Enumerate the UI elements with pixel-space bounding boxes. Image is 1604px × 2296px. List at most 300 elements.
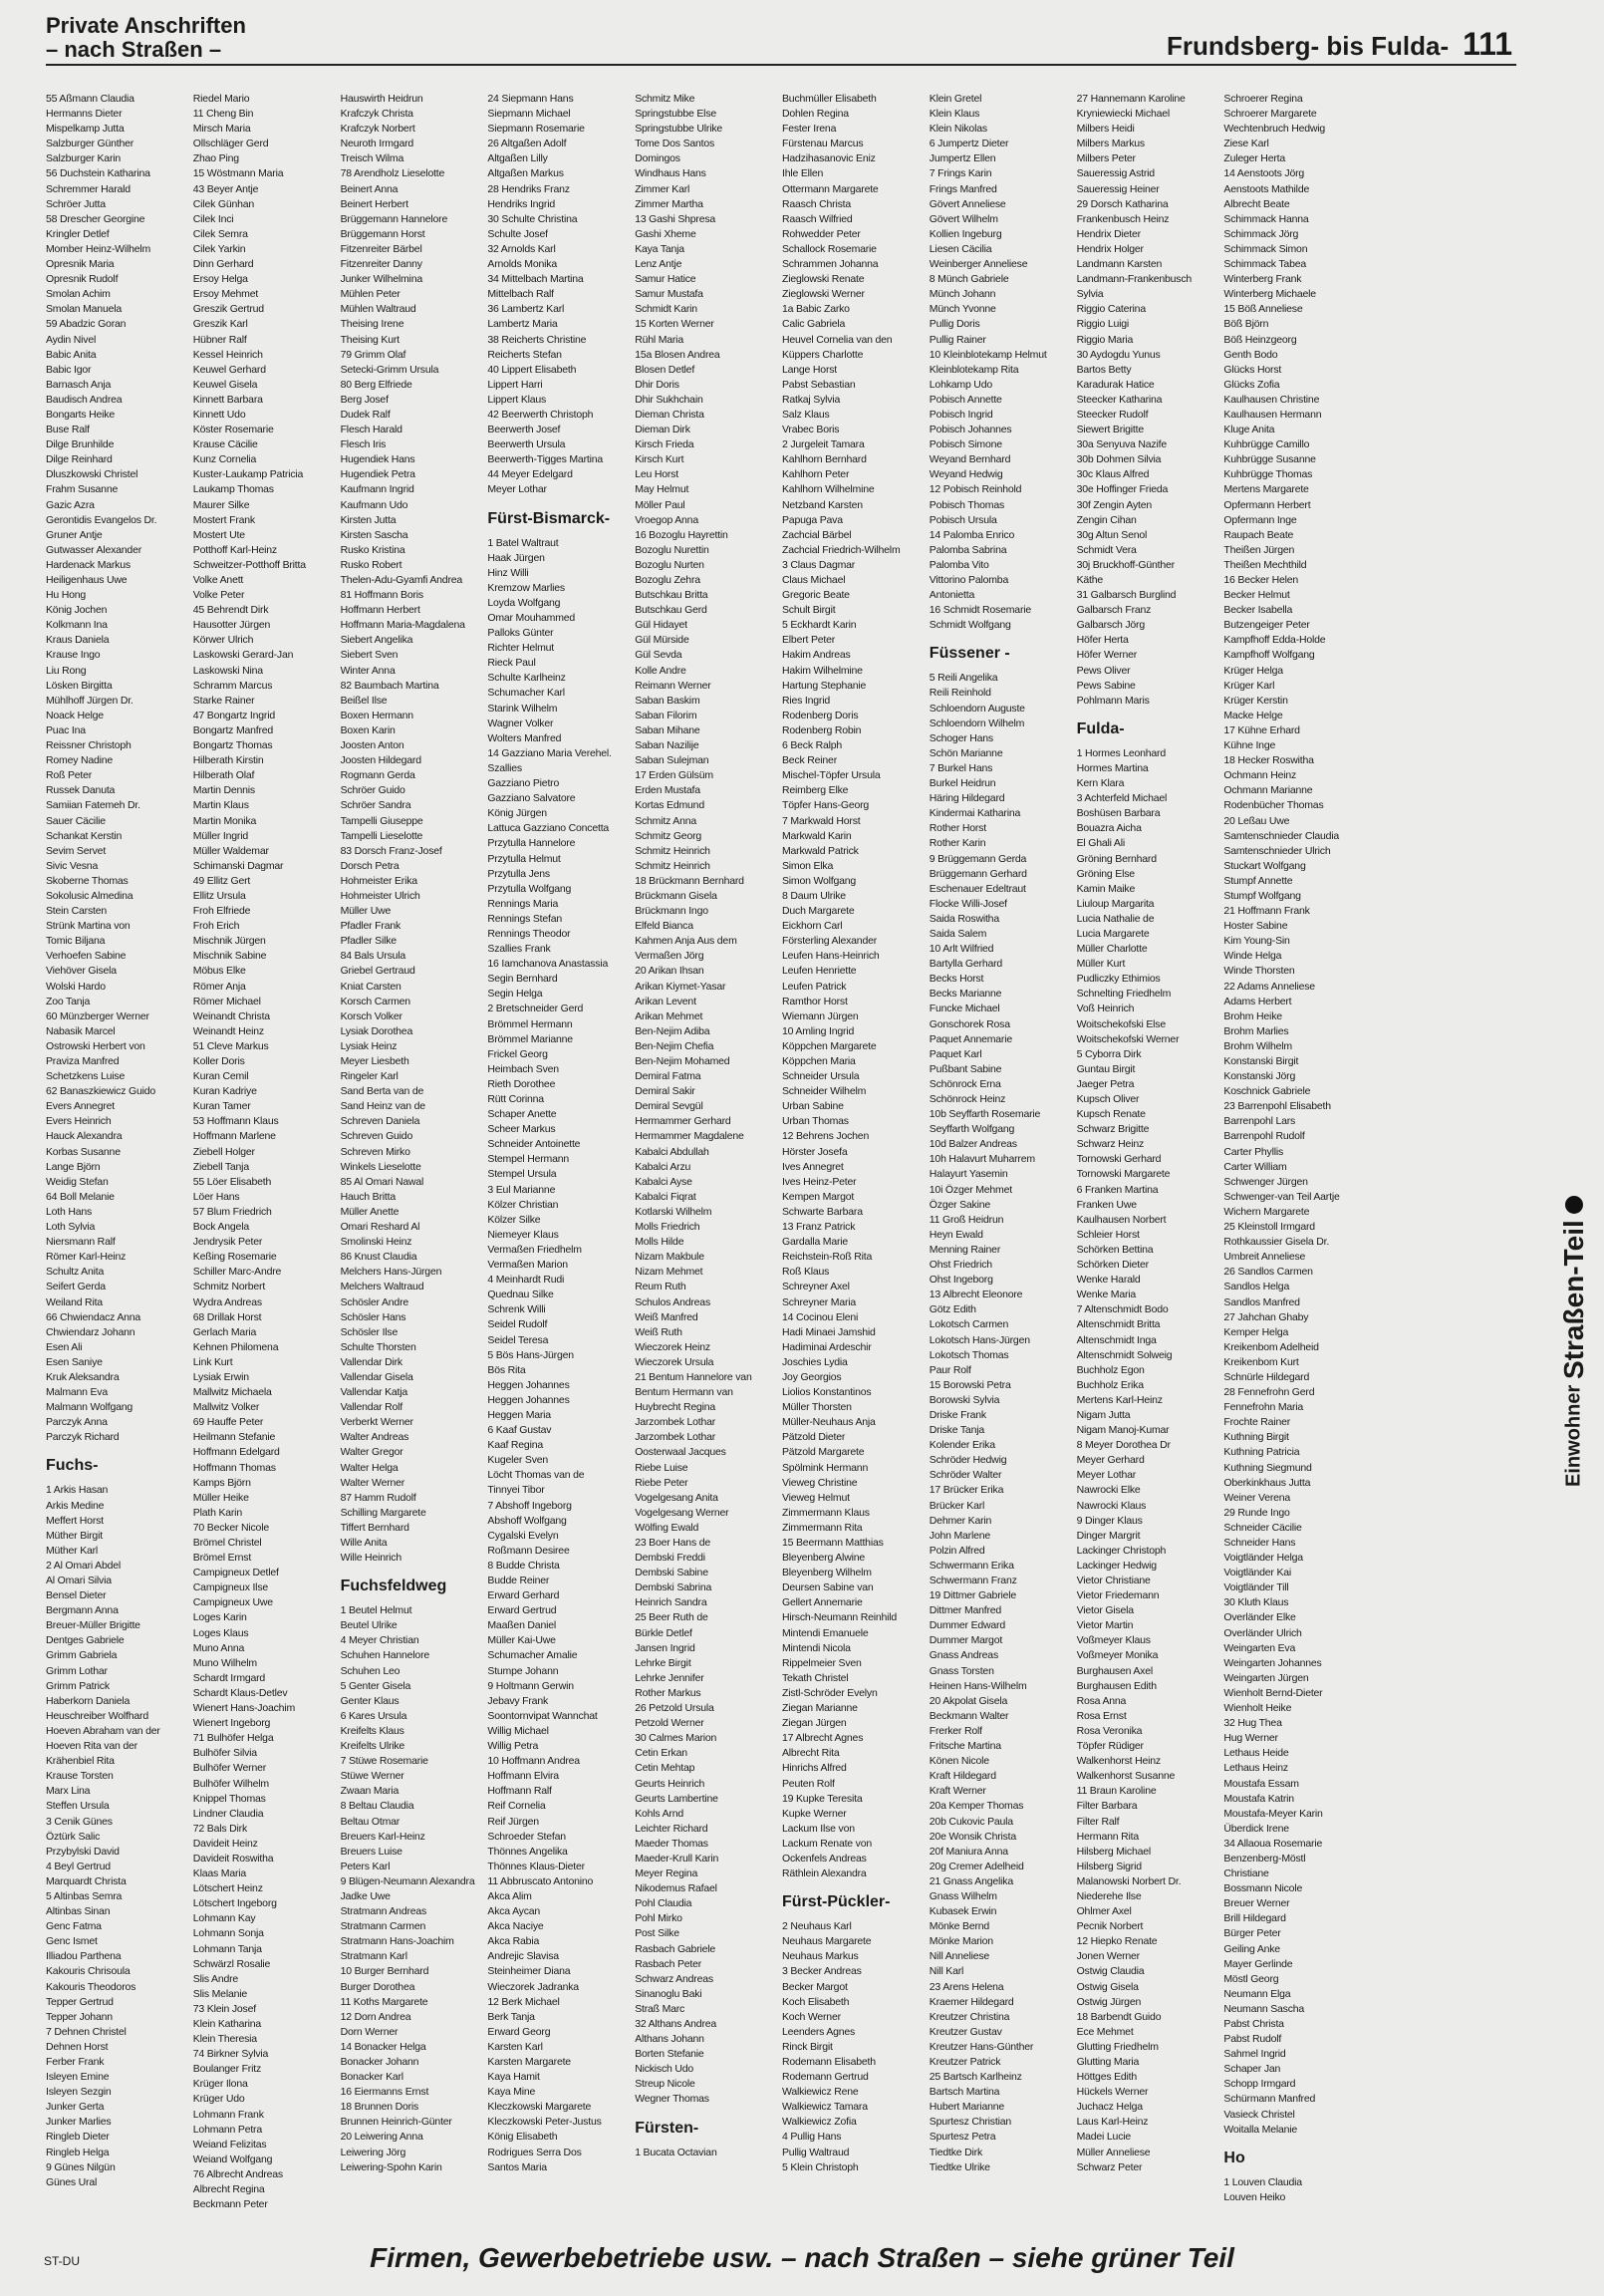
resident-entry: Neumann Sascha	[1223, 2002, 1305, 2015]
resident-entry: Schweitzer-Potthoff Britta	[192, 558, 306, 571]
resident-entry: Bongarts Heike	[46, 408, 115, 421]
resident-entry: 5 Genter Gisela	[340, 1679, 411, 1692]
resident-entry: Sylvia	[1076, 288, 1104, 301]
resident-entry: Pobisch Ursula	[929, 513, 997, 526]
resident-entry: 18 Brunnen Doris	[340, 2101, 419, 2114]
resident-entry: Vittorino Palomba	[929, 574, 1009, 586]
page-number: 111	[1463, 26, 1512, 62]
resident-entry: Brückmann Ingo	[635, 905, 708, 918]
resident-entry: Samtenschnieder Claudia	[1223, 829, 1340, 842]
resident-entry: Roßmann Desiree	[487, 1544, 570, 1557]
resident-entry: 23 Boer Hans de	[635, 1537, 710, 1549]
resident-entry: Brohm Wilhelm	[1223, 1039, 1292, 1052]
resident-entry: 34 Mittelbach Martina	[487, 273, 584, 286]
resident-entry: Hoffmann Thomas	[192, 1461, 276, 1474]
resident-entry: Davideit Heinz	[192, 1837, 258, 1850]
resident-entry: Lippert Harri	[487, 378, 543, 391]
resident-entry: Polzin Alfred	[929, 1544, 985, 1557]
resident-entry: Kleczkowski Peter-Justus	[487, 2116, 602, 2129]
resident-entry: Steecker Katharina	[1076, 393, 1163, 406]
resident-entry: Martin Klaus	[192, 799, 249, 812]
resident-entry: Segin Helga	[487, 988, 543, 1001]
resident-entry: Bergmann Anna	[46, 1604, 119, 1617]
resident-entry: Siebert Sven	[340, 649, 399, 662]
resident-entry: Dummer Edward	[929, 1619, 1005, 1632]
resident-entry: Plath Karin	[192, 1506, 242, 1519]
resident-entry: Akca Naciye	[487, 1920, 544, 1933]
resident-entry: 8 Münch Gabriele	[929, 273, 1009, 286]
resident-entry: Schultz Anita	[46, 1266, 105, 1279]
resident-entry: 20 Leiwering Anna	[340, 2131, 423, 2144]
resident-entry: Raasch Wilfried	[782, 212, 853, 225]
resident-entry: Ochmann Marianne	[1223, 784, 1313, 797]
resident-entry: Riggio Caterina	[1076, 303, 1146, 316]
resident-entry: Niersmann Ralf	[46, 1236, 116, 1249]
resident-entry: Reimann Werner	[635, 679, 711, 692]
resident-entry: 10 Hoffmann Andrea	[487, 1755, 580, 1768]
resident-entry: Mischnik Jürgen	[192, 935, 266, 948]
resident-entry: Wiemann Jürgen	[782, 1009, 859, 1022]
resident-entry: Peters Karl	[340, 1860, 391, 1872]
resident-entry: Parczyk Richard	[46, 1431, 120, 1444]
resident-entry: Winde Thorsten	[1223, 965, 1295, 978]
resident-entry: Korsch Volker	[340, 1009, 402, 1022]
resident-entry: 3 Claus Dagmar	[782, 558, 856, 571]
resident-entry: Rasbach Peter	[635, 1957, 702, 1970]
resident-entry: 76 Albrecht Andreas	[192, 2167, 283, 2180]
resident-entry: Dembski Sabrina	[635, 1581, 712, 1594]
resident-entry: 8 Budde Christa	[487, 1559, 560, 1572]
resident-entry: Winkels Lieselotte	[340, 1160, 421, 1173]
resident-entry: Laus Karl-Heinz	[1076, 2116, 1149, 2129]
resident-entry: Lohkamp Udo	[929, 378, 992, 391]
resident-entry: Omari Reshard Al	[340, 1221, 420, 1234]
resident-entry: Lohmann Tanja	[192, 1942, 262, 1955]
resident-entry: Akca Aycan	[487, 1905, 541, 1918]
resident-entry: Tepper Johann	[46, 2010, 113, 2023]
resident-entry: Ringeler Karl	[340, 1070, 399, 1083]
header-rule	[46, 64, 1516, 66]
resident-entry: 3 Becker Andreas	[782, 1965, 862, 1978]
resident-entry: Raupach Beate	[1223, 528, 1294, 541]
resident-entry: 16 Iamchanova Anastassia	[487, 958, 609, 971]
street-heading: Fulda-	[1076, 719, 1125, 737]
resident-entry: 69 Hauffe Peter	[192, 1416, 264, 1429]
resident-entry: Rother Markus	[635, 1686, 701, 1699]
resident-entry: Schwermann Franz	[929, 1575, 1017, 1586]
resident-entry: Erward Gerhard	[487, 1589, 560, 1602]
resident-entry: Rodenbücher Thomas	[1223, 799, 1324, 812]
resident-entry: 14 Bonacker Helga	[340, 2040, 426, 2053]
resident-entry: Verhoefen Sabine	[46, 950, 127, 963]
resident-entry: Mintendi Nicola	[782, 1641, 851, 1654]
resident-entry: Sauer Cäcilie	[46, 814, 106, 827]
resident-entry: Saban Sulejman	[635, 754, 709, 767]
resident-entry: Sandlos Helga	[1223, 1281, 1290, 1293]
resident-entry: 38 Reicherts Christine	[487, 333, 587, 346]
directory-column	[341, 92, 480, 2212]
resident-entry: Sahmel Ingrid	[1223, 2048, 1286, 2061]
resident-entry: Sandlos Manfred	[1223, 1295, 1300, 1308]
resident-entry: Kupke Werner	[782, 1807, 847, 1820]
resident-entry: Lohmann Kay	[192, 1912, 256, 1925]
resident-entry: 2 Al Omari Abdel	[46, 1559, 122, 1572]
resident-entry: Cilek Inci	[192, 212, 234, 225]
resident-entry: Lysiak Heinz	[340, 1039, 398, 1052]
resident-entry: Bonacker Karl	[340, 2071, 403, 2084]
resident-entry: Dentges Gabriele	[46, 1634, 125, 1647]
resident-entry: 49 Ellitz Gert	[192, 874, 251, 887]
resident-entry: Kamps Björn	[192, 1476, 251, 1489]
resident-entry: Dembski Sabine	[635, 1567, 708, 1579]
resident-entry: Hirsch-Neumann Reinhild	[782, 1611, 898, 1624]
resident-entry: Ohst Friedrich	[929, 1259, 992, 1272]
resident-entry: Nawrocki Klaus	[1076, 1499, 1147, 1512]
resident-entry: Petzold Werner	[635, 1717, 704, 1730]
resident-entry: Schwenger Jürgen	[1223, 1175, 1308, 1188]
resident-entry: Ringleb Dieter	[46, 2131, 110, 2144]
resident-entry: Ostrowski Herbert von	[46, 1039, 145, 1052]
resident-entry: Lucia Nathalie de	[1076, 912, 1155, 925]
resident-entry: Palomba Sabrina	[929, 543, 1007, 556]
resident-entry: Springstubbe Else	[635, 108, 717, 121]
resident-entry: Höttges Edith	[1076, 2071, 1138, 2084]
resident-entry: Roß Peter	[46, 769, 93, 782]
resident-entry: Pullig Waltraud	[782, 2146, 850, 2158]
resident-entry: Melchers Waltraud	[340, 1281, 424, 1293]
resident-entry: 16 Schmidt Rosemarie	[929, 604, 1032, 617]
resident-entry: Schaper Anette	[487, 1108, 557, 1121]
resident-entry: Hoffmann Maria-Magdalena	[340, 619, 465, 632]
resident-entry: Samur Hatice	[635, 273, 696, 286]
resident-entry: Deursen Sabine van	[782, 1581, 874, 1594]
resident-entry: Weiner Verena	[1223, 1491, 1291, 1504]
resident-entry: Özger Sakine	[929, 1198, 991, 1211]
resident-entry: Lackum Ilse von	[782, 1822, 855, 1835]
resident-entry: Adams Herbert	[1223, 995, 1292, 1007]
resident-entry: Hilsberg Sigrid	[1076, 1860, 1142, 1872]
resident-entry: Reimberg Elke	[782, 784, 849, 797]
resident-entry: Kniat Carsten	[340, 980, 401, 993]
resident-entry: Becks Horst	[929, 973, 984, 986]
street-heading: Fürst-Pückler-	[782, 1893, 891, 1911]
resident-entry: 68 Drillak Horst	[192, 1310, 262, 1323]
resident-entry: 26 Petzold Ursula	[635, 1702, 714, 1715]
resident-entry: Wagner Volker	[487, 717, 554, 729]
resident-entry: Hoffmann Edelgard	[192, 1446, 280, 1459]
resident-entry: Pätzold Margarete	[782, 1446, 865, 1459]
resident-entry: Hinz Willi	[487, 566, 529, 579]
resident-entry: Pobisch Thomas	[929, 498, 1005, 511]
resident-entry: Russek Danuta	[46, 784, 116, 797]
resident-entry: Walter Helga	[340, 1461, 399, 1474]
resident-entry: Schiller Marc-Andre	[192, 1266, 282, 1279]
resident-entry: Müller Anette	[340, 1205, 400, 1218]
resident-entry: Kühne Inge	[1223, 739, 1276, 752]
resident-entry: Esen Saniye	[46, 1355, 103, 1368]
resident-entry: Tiedtke Ulrike	[929, 2160, 990, 2173]
resident-entry: Möstl Georg	[1223, 1972, 1279, 1985]
resident-entry: Müller Kurt	[1076, 958, 1126, 971]
resident-entry: 29 Dorsch Katharina	[1076, 197, 1169, 210]
resident-entry: 3 Eul Marianne	[487, 1183, 556, 1196]
resident-entry: 23 Arens Helena	[929, 1980, 1004, 1993]
resident-entry: Müller Uwe	[340, 905, 392, 918]
resident-entry: 30j Bruckhoff-Günther	[1076, 558, 1175, 571]
resident-entry: Schmitz Norbert	[192, 1281, 266, 1293]
resident-entry: Müller Thorsten	[782, 1401, 852, 1414]
resident-entry: Ziese Karl	[1223, 138, 1269, 150]
resident-entry: Hoeven Rita van der	[46, 1740, 137, 1753]
resident-entry: Baudisch Andrea	[46, 393, 123, 406]
resident-entry: Raasch Christa	[782, 197, 851, 210]
resident-entry: Dinger Margrit	[1076, 1529, 1141, 1542]
resident-entry: König Jochen	[46, 604, 108, 617]
directory-column	[930, 92, 1069, 2212]
resident-entry: 23 Barrenpohl Elisabeth	[1223, 1100, 1331, 1113]
resident-entry: 15 Beermann Matthias	[782, 1537, 884, 1549]
resident-entry: 11 Cheng Bin	[192, 108, 254, 121]
resident-entry: 16 Bozoglu Hayrettin	[635, 528, 728, 541]
resident-entry: Vieweg Helmut	[782, 1491, 850, 1504]
resident-entry: Krause Torsten	[46, 1770, 114, 1783]
resident-entry: Budde Reiner	[487, 1575, 550, 1586]
resident-entry: Zachcial Friedrich-Wilhelm	[782, 543, 901, 556]
resident-entry: Rasbach Gabriele	[635, 1942, 716, 1955]
resident-entry: Netzband Karsten	[782, 498, 863, 511]
resident-entry: Evers Heinrich	[46, 1115, 112, 1128]
resident-entry: 19 Kupke Teresita	[782, 1792, 863, 1805]
resident-entry: Brömel Ernst	[192, 1552, 252, 1565]
resident-entry: 6 Beck Ralph	[782, 739, 843, 752]
resident-entry: Kuster-Laukamp Patricia	[192, 468, 304, 481]
resident-entry: Kuhbrügge Thomas	[1223, 468, 1313, 481]
resident-entry: Ihle Ellen	[782, 167, 824, 180]
resident-entry: 84 Bals Ursula	[340, 950, 406, 963]
resident-entry: Galbarsch Franz	[1076, 604, 1152, 617]
resident-entry: Kuran Kadriye	[192, 1085, 257, 1098]
resident-entry: Rodrigues Serra Dos	[487, 2146, 582, 2158]
resident-entry: Przytulla Wolfgang	[487, 882, 572, 895]
resident-entry: Buchholz Erika	[1076, 1378, 1144, 1391]
resident-entry: Kupsch Renate	[1076, 1108, 1146, 1121]
resident-entry: Krüger Helga	[1223, 664, 1283, 677]
resident-entry: Wegner Thomas	[635, 2093, 709, 2106]
resident-entry: Kessel Heinrich	[192, 348, 263, 361]
resident-entry: Zhao Ping	[192, 152, 239, 165]
resident-entry: 10h Halavurt Muharrem	[929, 1153, 1035, 1166]
resident-entry: Overländer Elke	[1223, 1611, 1296, 1624]
resident-entry: Sinanoglu Baki	[635, 1987, 702, 2000]
resident-entry: 79 Grimm Olaf	[340, 348, 406, 361]
resident-entry: 18 Brückmann Bernhard	[635, 874, 744, 887]
resident-entry: Kupsch Oliver	[1076, 1093, 1140, 1105]
resident-entry: Pews Sabine	[1076, 679, 1136, 692]
resident-entry: Hugendiek Petra	[340, 468, 415, 481]
resident-entry: Kreutzer Patrick	[929, 2056, 1001, 2068]
resident-entry: Schösler Ilse	[340, 1325, 399, 1338]
resident-entry: 5 Eckhardt Karin	[782, 619, 857, 632]
resident-entry: Wölfing Ewald	[635, 1521, 699, 1534]
resident-entry: Schwarz Peter	[1076, 2160, 1143, 2173]
resident-entry: Richter Helmut	[487, 642, 555, 655]
resident-entry: Seidel Teresa	[487, 1333, 549, 1346]
resident-entry: Saban Nazilije	[635, 739, 699, 752]
resident-entry: Hendriks Ingrid	[487, 197, 556, 210]
resident-entry: 8 Beltau Claudia	[340, 1800, 414, 1813]
resident-entry: Schankat Kerstin	[46, 829, 123, 842]
resident-entry: 34 Allaoua Rosemarie	[1223, 1837, 1323, 1850]
resident-entry: Macke Helge	[1223, 709, 1283, 721]
resident-entry: 20 Arikan Ihsan	[635, 965, 704, 978]
resident-entry: Leiwering Jörg	[340, 2146, 406, 2158]
resident-entry: Karsten Karl	[487, 2040, 543, 2053]
resident-entry: Smolinski Heinz	[340, 1236, 412, 1249]
resident-entry: Ostwig Gisela	[1076, 1980, 1139, 1993]
resident-entry: Rütt Corinna	[487, 1093, 544, 1105]
resident-entry: 5 Reili Angelika	[929, 672, 998, 685]
resident-entry: Schönrock Heinz	[929, 1093, 1006, 1105]
resident-entry: Dorsch Petra	[340, 859, 400, 872]
resident-entry: Könen Nicole	[929, 1755, 989, 1768]
resident-entry: Mintendi Emanuele	[782, 1626, 869, 1639]
resident-entry: 16 Eiermanns Ernst	[340, 2086, 429, 2099]
resident-entry: 81 Hoffmann Boris	[340, 589, 423, 602]
resident-entry: Vietor Christiane	[1076, 1575, 1151, 1586]
resident-entry: Hakim Andreas	[782, 649, 851, 662]
resident-entry: Hausotter Jürgen	[192, 619, 271, 632]
resident-entry: Kabalci Ayse	[635, 1175, 692, 1188]
resident-entry: Schörken Bettina	[1076, 1243, 1154, 1256]
resident-entry: Pätzold Dieter	[782, 1431, 846, 1444]
resident-entry: 42 Beerwerth Christoph	[487, 408, 594, 421]
resident-entry: 58 Drescher Georgine	[46, 212, 145, 225]
resident-entry: 5 Bös Hans-Jürgen	[487, 1348, 574, 1361]
resident-entry: Kabalci Fiqrat	[635, 1190, 696, 1203]
resident-entry: 8 Daum Ulrike	[782, 889, 846, 902]
resident-entry: Simon Elka	[782, 859, 834, 872]
resident-entry: 40 Lippert Elisabeth	[487, 363, 577, 376]
resident-entry: Tekath Christel	[782, 1671, 849, 1684]
resident-entry: Gül Sevda	[635, 649, 682, 662]
resident-entry: Kempen Margot	[782, 1190, 855, 1203]
resident-entry: John Marlene	[929, 1529, 991, 1542]
resident-entry: 1 Hormes Leonhard	[1076, 746, 1166, 759]
resident-entry: Kreifelts Klaus	[340, 1724, 404, 1737]
resident-entry: Heimbach Sven	[487, 1062, 559, 1075]
resident-entry: Kuran Tamer	[192, 1100, 251, 1113]
resident-entry: Cilek Semra	[192, 227, 248, 240]
resident-entry: Calic Gabriela	[782, 318, 846, 331]
resident-entry: 17 Brücker Erika	[929, 1484, 1004, 1497]
resident-entry: Mühlen Waltraud	[340, 303, 416, 316]
resident-entry: Milbers Heidi	[1076, 123, 1135, 136]
resident-entry: Rusko Robert	[340, 558, 402, 571]
resident-entry: 9 Dinger Klaus	[1076, 1514, 1143, 1527]
resident-entry: 19 Dittmer Gabriele	[929, 1589, 1017, 1602]
resident-entry: Demiral Fatma	[635, 1070, 701, 1083]
resident-entry: Wienholt Heike	[1223, 1702, 1292, 1715]
resident-entry: Spurtesz Petra	[929, 2131, 996, 2144]
resident-entry: Jarzombek Lothar	[635, 1416, 716, 1429]
resident-entry: Wienholt Bernd-Dieter	[1223, 1686, 1323, 1699]
resident-entry: Abshoff Wolfgang	[487, 1514, 567, 1527]
resident-entry: Samur Mustafa	[635, 288, 703, 301]
resident-entry: Zimmer Martha	[635, 197, 703, 210]
resident-entry: Hilberath Kirstin	[192, 754, 264, 767]
resident-entry: Zimmer Karl	[635, 182, 690, 195]
resident-entry: Götz Edith	[929, 1303, 976, 1316]
resident-entry: Becker Isabella	[1223, 604, 1293, 617]
resident-entry: Barrenpohl Rudolf	[1223, 1130, 1305, 1143]
resident-entry: Frahm Susanne	[46, 483, 119, 496]
resident-entry: 64 Boll Melanie	[46, 1190, 115, 1203]
resident-entry: Körwer Ulrich	[192, 634, 254, 647]
resident-entry: Winter Anna	[340, 664, 396, 677]
resident-entry: Häring Hildegard	[929, 792, 1005, 805]
resident-entry: 43 Beyer Antje	[192, 182, 259, 195]
resident-entry: Lenz Antje	[635, 258, 682, 271]
resident-entry: Geurts Lambertine	[635, 1792, 718, 1805]
resident-entry: Markwald Karin	[782, 829, 852, 842]
resident-entry: Kampfhoff Edda-Holde	[1223, 634, 1326, 647]
resident-entry: Heiligenhaus Uwe	[46, 574, 128, 586]
footer-note: Firmen, Gewerbebetriebe usw. – nach Straßen – siehe grüner Teil	[370, 2242, 1234, 2273]
resident-entry: Grimm Patrick	[46, 1679, 110, 1692]
resident-entry: Hendrix Holger	[1076, 242, 1144, 255]
resident-entry: Breuer Werner	[1223, 1897, 1290, 1910]
resident-entry: 13 Gashi Shpresa	[635, 212, 716, 225]
resident-entry: Przytulla Jens	[487, 867, 550, 880]
resident-entry: Bulhöfer Wilhelm	[192, 1777, 269, 1790]
directory-column	[1223, 92, 1363, 2212]
resident-entry: Ben-Nejim Mohamed	[635, 1055, 730, 1067]
resident-entry: Pohl Mirko	[635, 1912, 682, 1925]
resident-entry: Joschies Lydia	[782, 1355, 848, 1368]
resident-entry: Voigtländer Kai	[1223, 1567, 1292, 1579]
resident-entry: Akca Alim	[487, 1889, 532, 1902]
resident-entry: 66 Chwiendacz Anna	[46, 1310, 141, 1323]
resident-entry: Weyand Bernhard	[929, 453, 1011, 466]
resident-entry: Dittmer Manfred	[929, 1604, 1002, 1617]
resident-entry: Wille Heinrich	[340, 1552, 401, 1565]
resident-entry: Nigam Manoj-Kumar	[1076, 1424, 1170, 1437]
resident-entry: Krafczyk Norbert	[340, 123, 415, 136]
resident-entry: 9 Brüggemann Gerda	[929, 852, 1027, 865]
street-heading: Füssener -	[929, 645, 1010, 663]
resident-entry: Niemeyer Klaus	[487, 1228, 559, 1241]
resident-entry: Ohlmer Axel	[1076, 1905, 1132, 1918]
resident-entry: Campigneux Uwe	[192, 1596, 273, 1609]
resident-entry: 11 Groß Heidrun	[929, 1213, 1004, 1226]
resident-entry: Bouazra Aicha	[1076, 822, 1142, 835]
resident-entry: Leenders Agnes	[782, 2025, 856, 2038]
resident-entry: 55 Aßmann Claudia	[46, 93, 134, 105]
resident-entry: 6 Franken Martina	[1076, 1183, 1159, 1196]
resident-entry: Guntau Birgit	[1076, 1062, 1136, 1075]
resident-entry: Schnelting Friedhelm	[1076, 988, 1172, 1001]
resident-entry: Straß Marc	[635, 2002, 685, 2015]
resident-entry: Dehmer Karin	[929, 1514, 992, 1527]
resident-entry: Krafczyk Christa	[340, 108, 413, 121]
resident-entry: Leufen Patrick	[782, 980, 847, 993]
resident-entry: Urban Thomas	[782, 1115, 849, 1128]
resident-entry: Reissner Christoph	[46, 739, 132, 752]
resident-entry: 12 Pobisch Reinhold	[929, 483, 1022, 496]
resident-entry: 7 Markwald Horst	[782, 814, 861, 827]
resident-entry: Erden Mustafa	[635, 784, 700, 797]
resident-entry: Windhaus Hans	[635, 167, 706, 180]
